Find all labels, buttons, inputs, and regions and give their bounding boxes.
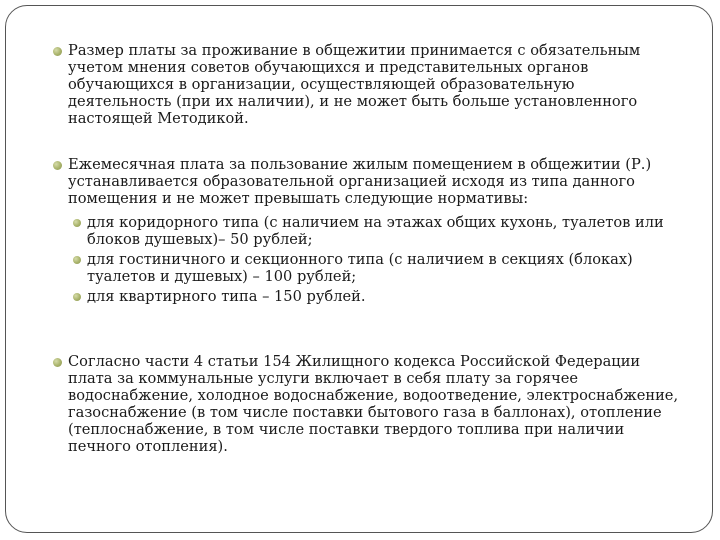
sub-bullet-icon bbox=[73, 256, 81, 264]
bullet-text: Размер платы за проживание в общежитии принимается с обязательным учетом мнения советов обучающихся и представительных органов обучающихся в организации, осуществляющей образовательную деятельность (при их наличии), и не может быть больше установленного настоящей Методикой. bbox=[68, 42, 641, 127]
sub-item-text: для гостиничного и секционного типа (с наличием в секциях (блоках) туалетов и душевых) – 100 рублей; bbox=[87, 251, 633, 285]
slide-frame bbox=[5, 5, 713, 533]
sub-bullet-icon bbox=[73, 219, 81, 227]
bullet-icon bbox=[53, 47, 62, 56]
bullet-icon bbox=[53, 358, 62, 367]
sub-item-text: для коридорного типа (с наличием на этажах общих кухонь, туалетов или блоков душевых)– 50 рублей; bbox=[87, 214, 664, 248]
sub-item-text: для квартирного типа – 150 рублей. bbox=[87, 288, 366, 305]
bullet-text: Согласно части 4 статьи 154 Жилищного кодекса Российской Федерации плата за коммунальные услуги включает в себя плату за горячее водоснабжение, холодное водоснабжение, водоотведение, электроснабжение, газоснабжение (в том числе поставки бытового газа в баллонах), отопление (теплоснабжение, в том числе поставки твердого топлива при наличии печного отопления). bbox=[68, 353, 679, 455]
bullet-text: Ежемесячная плата за пользование жилым помещением в общежитии (Р.) устанавливается образовательной организацией исходя из типа данного помещения и не может превышать следующие нормативы: bbox=[68, 156, 652, 207]
sub-bullet-icon bbox=[73, 293, 81, 301]
bullet-icon bbox=[53, 161, 62, 170]
